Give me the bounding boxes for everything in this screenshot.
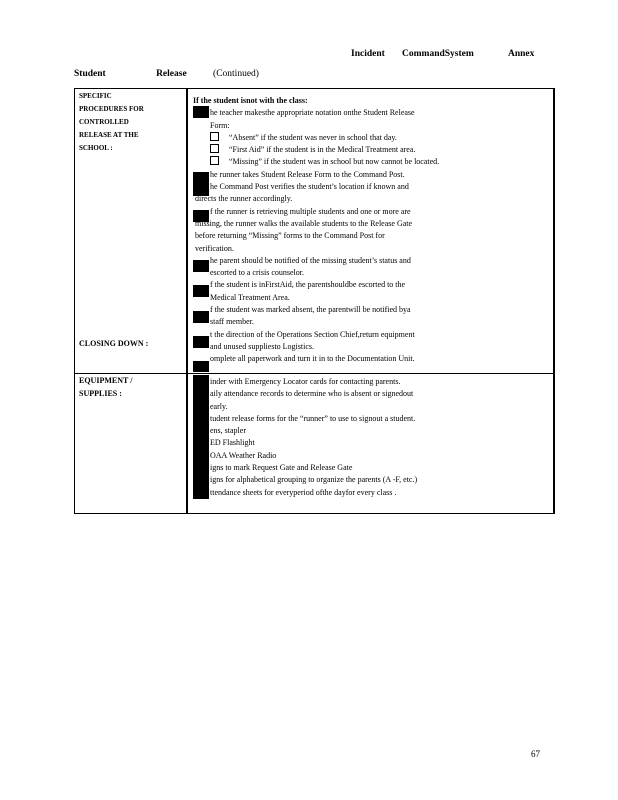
subheader-release: Release [156,69,187,79]
list-item: escorted to a crisis counselor. [210,268,304,278]
checkbox-icon [210,144,219,153]
header-command-system: CommandSystem [402,49,474,59]
label-line: SUPPLIES : [79,389,122,398]
header-annex: Annex [508,49,535,59]
label-line: SPECIFIC [79,92,112,100]
procedures-heading: If the student isnot with the class: [193,96,308,105]
list-item: inder with Emergency Locator cards for contacting parents. [210,377,401,386]
row-divider [74,373,555,374]
section-subheader [74,69,259,79]
list-item: he parent should be notified of the missing student’s status and [210,255,411,265]
label-line: SCHOOL : [79,144,113,152]
list-item: he Command Post verifies the student’s location if known and [210,182,409,192]
label-line: EQUIPMENT / [79,376,133,385]
label-closing-down: CLOSING DOWN : [79,339,149,348]
list-item: f the student is inFirstAid, the parentshouldbe escorted to the [210,280,406,290]
list-item: f the runner is retrieving multiple students and one or more are [210,206,411,216]
checkbox-icon [210,132,219,141]
list-item: ens, stapler [210,426,246,436]
checkbox-icon [210,156,219,165]
header-incident: Incident [351,49,385,59]
procedures-content [193,95,548,366]
list-item: omplete all paperwork and turn it in to the Documentation Unit. [210,354,415,364]
label-line: RELEASE AT THE [79,131,139,139]
list-item: he runner takes Student Release Form to the Command Post. [210,169,405,179]
table-left-border [74,88,75,514]
list-item: verification. [195,243,234,253]
label-equipment-supplies [79,374,132,400]
list-item: “First Aid” if the student is in the Medical Treatment area. [193,144,548,156]
label-specific-procedures [79,90,163,155]
list-item: early. [210,401,228,411]
list-item: ED Flashlight [210,438,255,448]
list-item: aily attendance records to determine who is absent or signedout [210,389,414,399]
table-bottom-border [74,513,555,514]
label-line: PROCEDURES FOR [79,105,144,113]
list-item: “Absent” if the student was never in school that day. [193,132,548,144]
list-item: tudent release forms for the “runner” to use to signout a student. [210,413,416,423]
list-item: before returning “Missing” forms to the Command Post for [195,231,385,241]
equipment-content [193,376,548,499]
list-item: and unused suppliesto Logistics. [210,341,314,351]
list-item: f the student was marked absent, the parentwill be notified bya [210,305,411,315]
list-item: he teacher makesthe appropriate notation onthe Student Release [210,108,415,118]
subheader-continued: (Continued) [213,69,259,79]
list-item: directs the runner accordingly. [195,194,293,204]
table-right-border [553,88,555,514]
list-item: Form: [210,120,230,130]
list-item: igns for alphabetical grouping to organize the parents (A -F, etc.) [210,475,418,485]
list-item: ttendance sheets for everyperiod ofthe dayfor every class . [210,487,397,497]
label-line: CONTROLLED [79,118,129,126]
subheader-student: Student [74,69,106,79]
page-number: 67 [531,749,540,759]
table-top-border [74,88,555,89]
list-item: missing, the runner walks the available students to the Release Gate [195,218,413,228]
list-item: igns to mark Request Gate and Release Gate [210,463,353,473]
list-item: staff member. [210,317,254,327]
list-item: t the direction of the Operations Section Chief,return equipment [210,329,415,339]
list-item: “Missing” if the student was in school but now cannot be located. [193,156,548,168]
list-item: OAA Weather Radio [210,450,277,460]
list-item: Medical Treatment Area. [210,292,290,302]
table-column-divider [186,88,188,514]
